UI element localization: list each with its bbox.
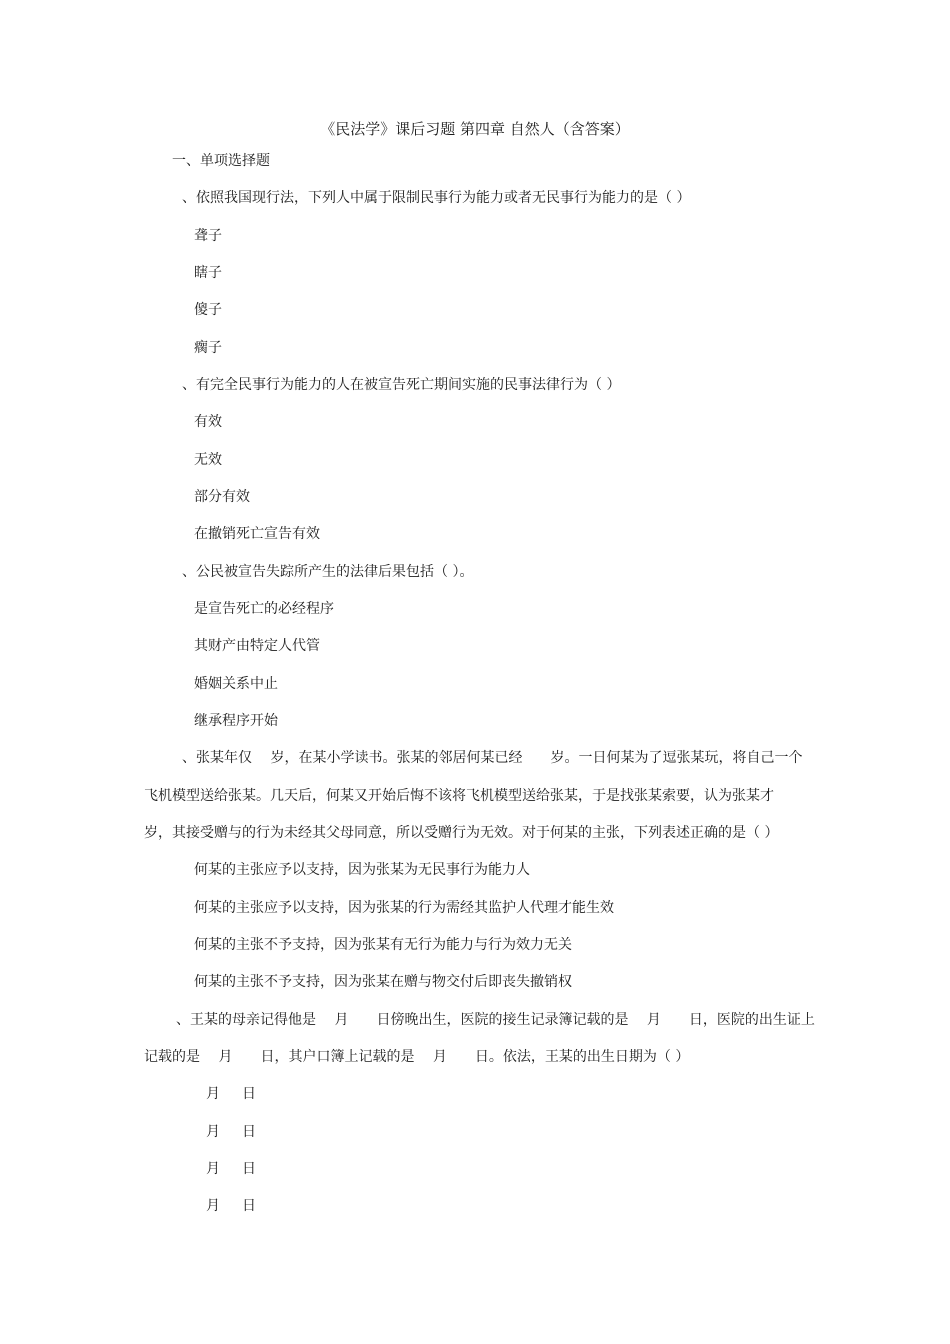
question-1-option-a: 聋子 xyxy=(194,228,222,244)
document-title: 《民法学》课后习题 第四章 自然人（含答案） xyxy=(320,120,630,138)
question-4-stem-line-2: 飞机模型送给张某。几天后，何某又开始后悔不该将飞机模型送给张某，于是找张某索要，认为张某才 xyxy=(144,788,774,804)
question-3-option-c: 婚姻关系中止 xyxy=(194,676,278,692)
question-5-stem-line-1: 、王某的母亲记得他是 月 日傍晚出生，医院的接生记录簿记载的是 月 日，医院的出生证上 xyxy=(176,1012,815,1028)
question-4-stem-line-1: 、张某年仅 岁，在某小学读书。张某的邻居何某已经 岁。一日何某为了逗张某玩，将自己一个 xyxy=(182,750,803,766)
option-day: 日 xyxy=(242,1086,256,1102)
section-heading: 一、单项选择题 xyxy=(172,153,270,169)
option-day: 日 xyxy=(242,1124,256,1140)
question-2-option-a: 有效 xyxy=(194,414,222,430)
question-2-option-c: 部分有效 xyxy=(194,489,250,505)
question-1-option-c: 傻子 xyxy=(194,302,222,318)
question-1-option-d: 瘸子 xyxy=(194,340,222,356)
option-day: 日 xyxy=(242,1161,256,1177)
option-month: 月 xyxy=(206,1086,220,1102)
option-month: 月 xyxy=(206,1198,220,1214)
question-4-option-c: 何某的主张不予支持，因为张某有无行为能力与行为效力无关 xyxy=(194,937,572,953)
question-3-stem: 、公民被宣告失踪所产生的法律后果包括（ ）。 xyxy=(182,564,474,580)
option-day: 日 xyxy=(242,1198,256,1214)
question-3-option-a: 是宣告死亡的必经程序 xyxy=(194,601,334,617)
question-4-stem-line-3: 岁，其接受赠与的行为未经其父母同意，所以受赠行为无效。对于何某的主张，下列表述正确的是（ ） xyxy=(144,825,779,841)
question-1-stem: 、依照我国现行法，下列人中属于限制民事行为能力或者无民事行为能力的是（ ） xyxy=(182,190,691,206)
question-4-option-a: 何某的主张应予以支持，因为张某为无民事行为能力人 xyxy=(194,862,530,878)
question-2-stem: 、有完全民事行为能力的人在被宣告死亡期间实施的民事法律行为（ ） xyxy=(182,377,621,393)
question-4-option-b: 何某的主张应予以支持，因为张某的行为需经其监护人代理才能生效 xyxy=(194,900,614,916)
question-2-option-d: 在撤销死亡宣告有效 xyxy=(194,526,320,542)
question-5-stem-line-2: 记载的是 月 日，其户口簿上记载的是 月 日。依法，王某的出生日期为（ ） xyxy=(144,1049,690,1065)
question-4-option-d: 何某的主张不予支持，因为张某在赠与物交付后即丧失撤销权 xyxy=(194,974,572,990)
question-1-option-b: 瞎子 xyxy=(194,265,222,281)
option-month: 月 xyxy=(206,1124,220,1140)
question-3-option-d: 继承程序开始 xyxy=(194,713,278,729)
question-3-option-b: 其财产由特定人代管 xyxy=(194,638,320,654)
question-2-option-b: 无效 xyxy=(194,452,222,468)
option-month: 月 xyxy=(206,1161,220,1177)
